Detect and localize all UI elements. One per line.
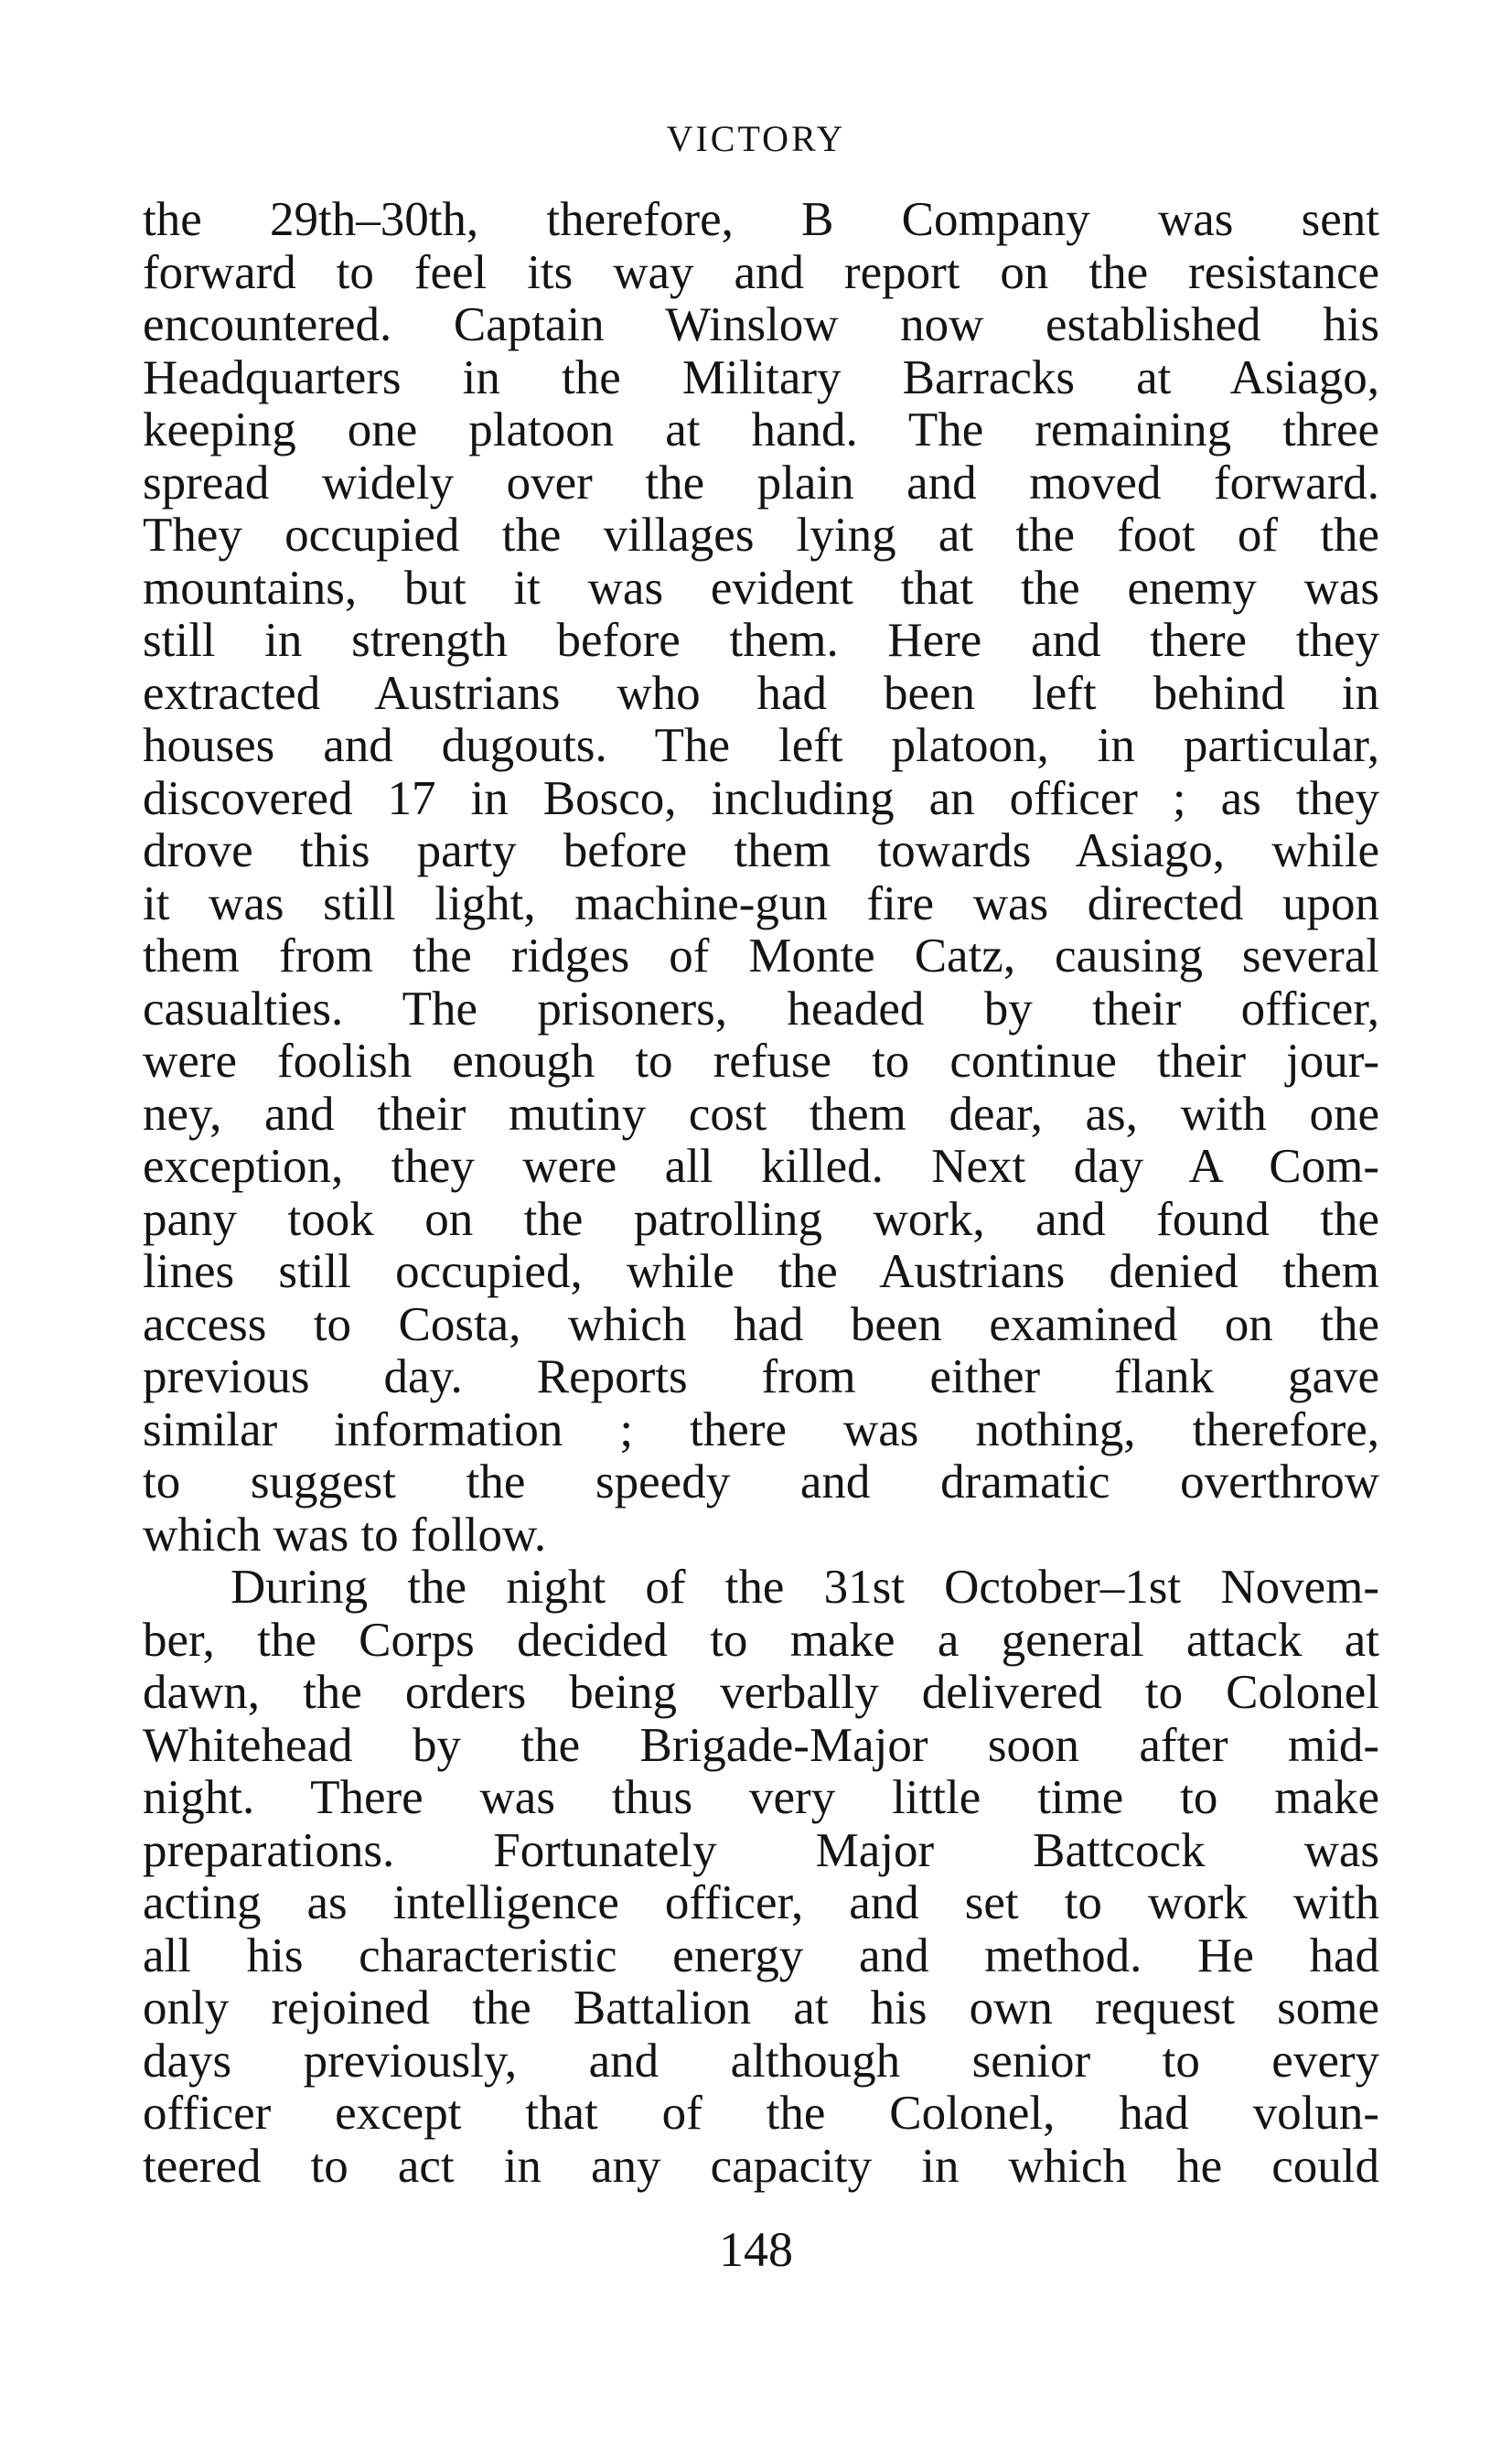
text-line: days previously, and although senior to every xyxy=(143,2034,1379,2088)
text-line: keeping one platoon at hand. The remaining three xyxy=(143,403,1379,456)
page-number: 148 xyxy=(719,2222,793,2277)
text-line: were foolish enough to refuse to continue their jour- xyxy=(143,1035,1379,1088)
text-line: preparations. Fortunately Major Battcock was xyxy=(143,1823,1379,1877)
text-line: mountains, but it was evident that the enemy was xyxy=(143,561,1379,615)
text-line: pany took on the patrolling work, and found the xyxy=(143,1192,1379,1246)
text-line: which was to follow. xyxy=(143,1508,547,1562)
text-line: officer except that of the Colonel, had volun- xyxy=(143,2087,1379,2140)
running-head: VICTORY xyxy=(666,118,846,159)
body-text xyxy=(143,194,1379,2193)
text-line: casualties. The prisoners, headed by their officer, xyxy=(143,982,1379,1036)
text-line: ber, the Corps decided to make a general attack at xyxy=(143,1613,1379,1667)
text-line: drove this party before them towards Asiago, while xyxy=(143,824,1379,877)
text-line: to suggest the speedy and dramatic overthrow xyxy=(143,1455,1379,1509)
text-line: discovered 17 in Bosco, including an officer ; as they xyxy=(143,771,1379,825)
text-line: teered to act in any capacity in which he could xyxy=(143,2139,1379,2193)
text-line: exception, they were all killed. Next day A Com- xyxy=(143,1140,1379,1193)
text-line: Headquarters in the Military Barracks at Asiago, xyxy=(143,350,1379,404)
text-line: Whitehead by the Brigade-Major soon after mid- xyxy=(143,1718,1379,1772)
text-line: houses and dugouts. The left platoon, in particular, xyxy=(143,719,1379,772)
text-line: encountered. Captain Winslow now established his xyxy=(143,298,1379,351)
text-line: the 29th–30th, therefore, B Company was sent xyxy=(143,193,1379,246)
text-line: them from the ridges of Monte Catz, causing several xyxy=(143,929,1379,983)
text-line: night. There was thus very little time to make xyxy=(143,1771,1379,1824)
text-line: extracted Austrians who had been left behind in xyxy=(143,666,1379,720)
text-line: ney, and their mutiny cost them dear, as, with one xyxy=(143,1087,1379,1141)
text-line: lines still occupied, while the Austrians denied them xyxy=(143,1245,1379,1298)
text-line: still in strength before them. Here and there they xyxy=(143,614,1379,667)
text-line: it was still light, machine-gun fire was directed upon xyxy=(143,876,1379,930)
text-line: all his characteristic energy and method. He had xyxy=(143,1928,1379,1982)
text-line: previous day. Reports from either flank gave xyxy=(143,1350,1379,1403)
text-line: only rejoined the Battalion at his own request some xyxy=(143,1981,1379,2035)
text-line: They occupied the villages lying at the foot of the xyxy=(143,509,1379,562)
text-line: access to Costa, which had been examined on the xyxy=(143,1297,1379,1351)
text-line: acting as intelligence officer, and set to work with xyxy=(143,1876,1379,1929)
text-line: spread widely over the plain and moved forward. xyxy=(143,456,1379,510)
text-line: dawn, the orders being verbally delivered to Colonel xyxy=(143,1666,1379,1719)
text-line: similar information ; there was nothing, therefore, xyxy=(143,1402,1379,1456)
text-line: During the night of the 31st October–1st Novem- xyxy=(231,1561,1379,1614)
text-line: forward to feel its way and report on the resistance xyxy=(143,245,1379,299)
